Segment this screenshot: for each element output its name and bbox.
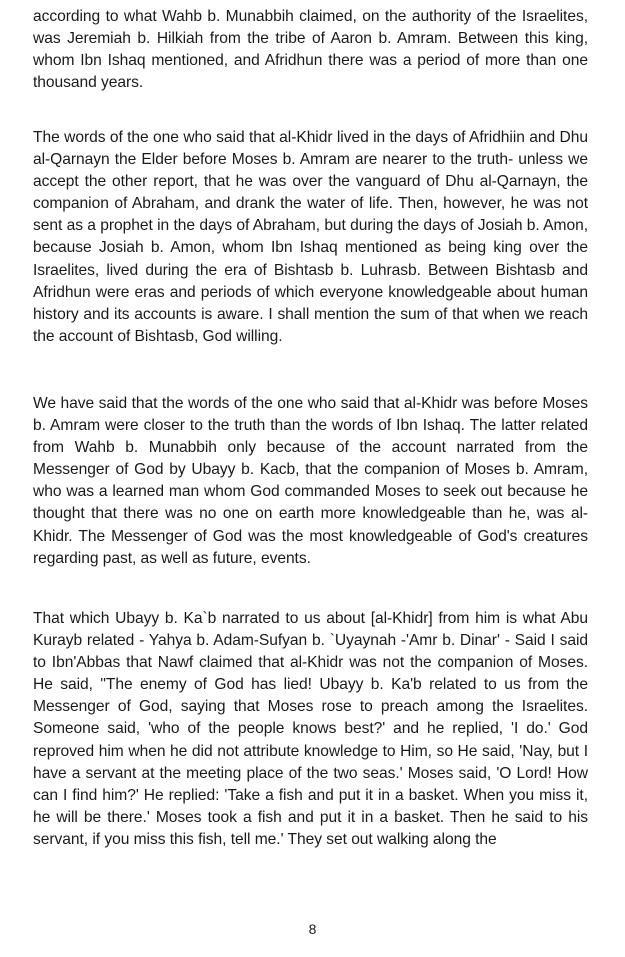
paragraph-3: We have said that the words of the one who said that al-Khidr was before Moses b. Amram were closer to the truth than the words of Ibn Ishaq. The latter related from Wahb b. Munabbih only because of the account narrated from the Messenger of God by Ubayy b. Kacb, that the companion of Moses b. Amram, who was a learned man whom God commanded Moses to seek out because he thought that there was no one on earth more knowledgeable than he, was al-Khidr. The Messenger of God was the most knowledgeable of God's creatures regarding past, as well as future, events. <box>33 395 588 567</box>
paragraph-1: according to what Wahb b. Munabbih claimed, on the authority of the Israelites, was Jeremiah b. Hilkiah from the tribe of Aaron b. Amram. Between this king, whom Ibn Ishaq mentioned, and Afridhun there was a period of more than one thousand years. <box>33 8 588 92</box>
paragraph-4: That which Ubayy b. Ka`b narrated to us about [al-Khidr] from him is what Abu Kurayb related - Yahya b. Adam-Sufyan b. `Uyaynah -'Amr b. Dinar' - Said I said to Ibn'Abbas that Nawf claimed that al-Khidr was not the companion of Moses. He said, "The enemy of God has lied! Ubayy b. Ka'b related to us from the Messenger of God, saying that Moses rose to preach among the Israelites. Someone said, 'who of the people knows best?' and he replied, 'I do.' God reproved him when he did not attribute knowledge to Him, so He said, 'Nay, but I have a servant at the meeting place of the two seas.' Moses said, 'O Lord! How can I find him?' He replied: 'Take a fish and put it in a basket. When you miss it, he will be there.' Moses took a fish and put it in a basket. Then he said to his servant, if you miss this fish, tell me.' They set out walking along the <box>33 610 588 848</box>
page-number: 8 <box>308 921 317 937</box>
paragraph-2: The words of the one who said that al-Khidr lived in the days of Afridhiin and Dhu al-Qarnayn the Elder before Moses b. Amram are nearer to the truth- unless we accept the other report, that he was over the vanguard of Dhu al-Qarnayn, the companion of Abraham, and drank the water of life. Then, however, he was not sent as a prophet in the days of Abraham, but during the days of Josiah b. Amon, because Josiah b. Amon, whom Ibn Ishaq mentioned as being king over the Israelites, lived during the era of Bishtasb b. Luhrasb. Between Bishtasb and Afridhun were eras and periods of which everyone knowledgeable about human history and its accounts is aware. I shall mention the sum of that when we reach the account of Bishtasb, God willing. <box>33 129 588 345</box>
